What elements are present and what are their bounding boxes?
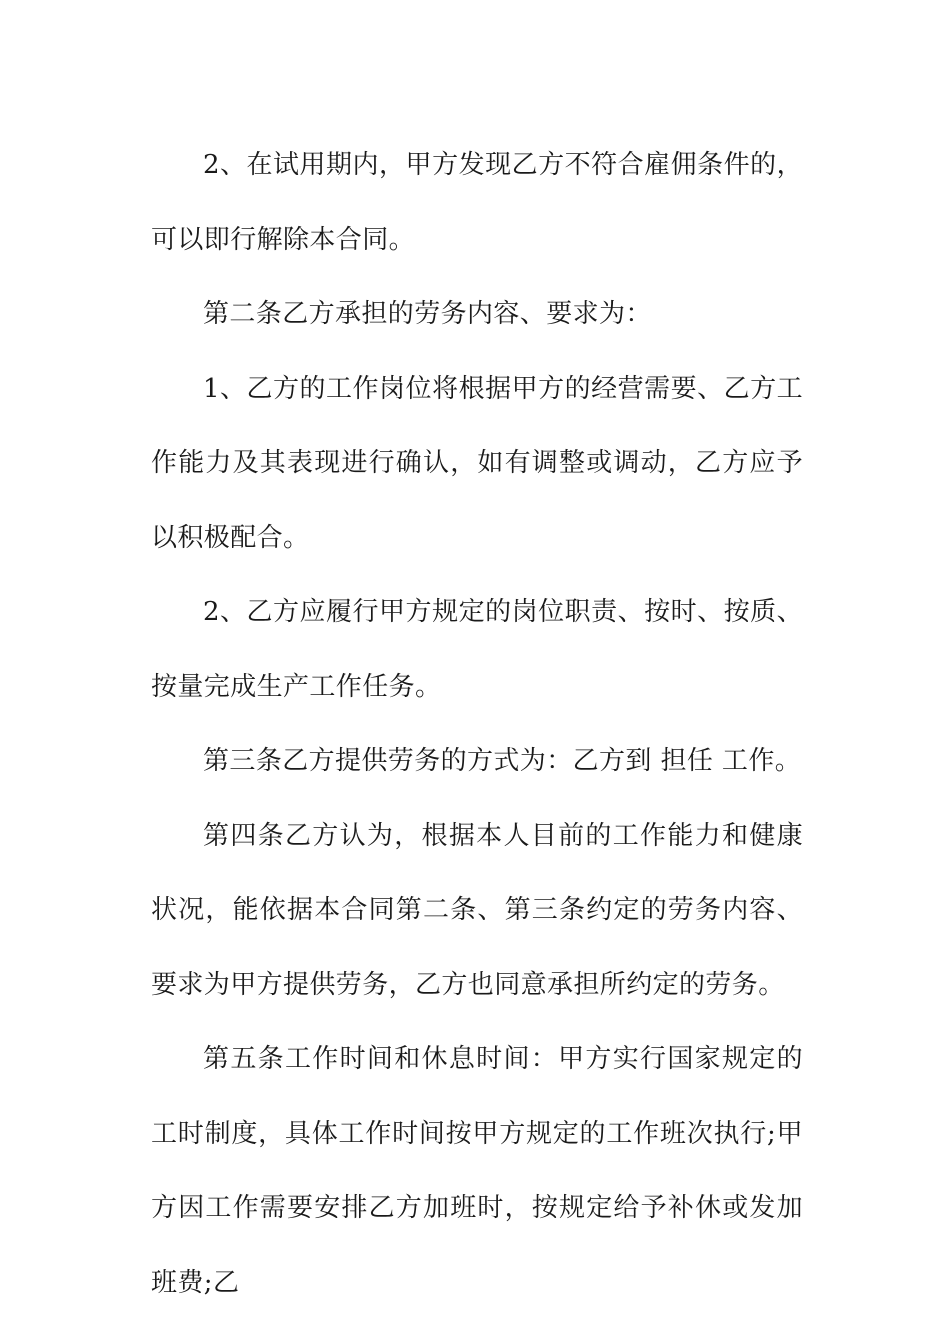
paragraph-article-five: 第五条工作时间和休息时间：甲方实行国家规定的工时制度，具体工作时间按甲方规定的工作班次执行;甲方因工作需要安排乙方加班时，按规定给予补休或发加班费;乙 [151,1044,803,1298]
paragraph-job-duties: 2、乙方应履行甲方规定的岗位职责、按时、按质、按量完成生产工作任务。 [151,597,803,702]
paragraph-article-three: 第三条乙方提供劳务的方式为：乙方到 担任 工作。 [203,746,802,776]
paragraph-job-position: 1、乙方的工作岗位将根据甲方的经营需要、乙方工作能力及其表现进行确认，如有调整或调动，乙方应予以积极配合。 [151,373,803,553]
paragraph-article-four: 第四条乙方认为，根据本人目前的工作能力和健康状况，能依据本合同第二条、第三条约定的劳务内容、要求为甲方提供劳务，乙方也同意承担所约定的劳务。 [151,820,803,1000]
paragraph-probation-termination: 2、在试用期内，甲方发现乙方不符合雇佣条件的，可以即行解除本合同。 [151,150,803,255]
paragraph-article-two-heading: 第二条乙方承担的劳务内容、要求为： [203,299,652,329]
document-body [151,128,803,1320]
